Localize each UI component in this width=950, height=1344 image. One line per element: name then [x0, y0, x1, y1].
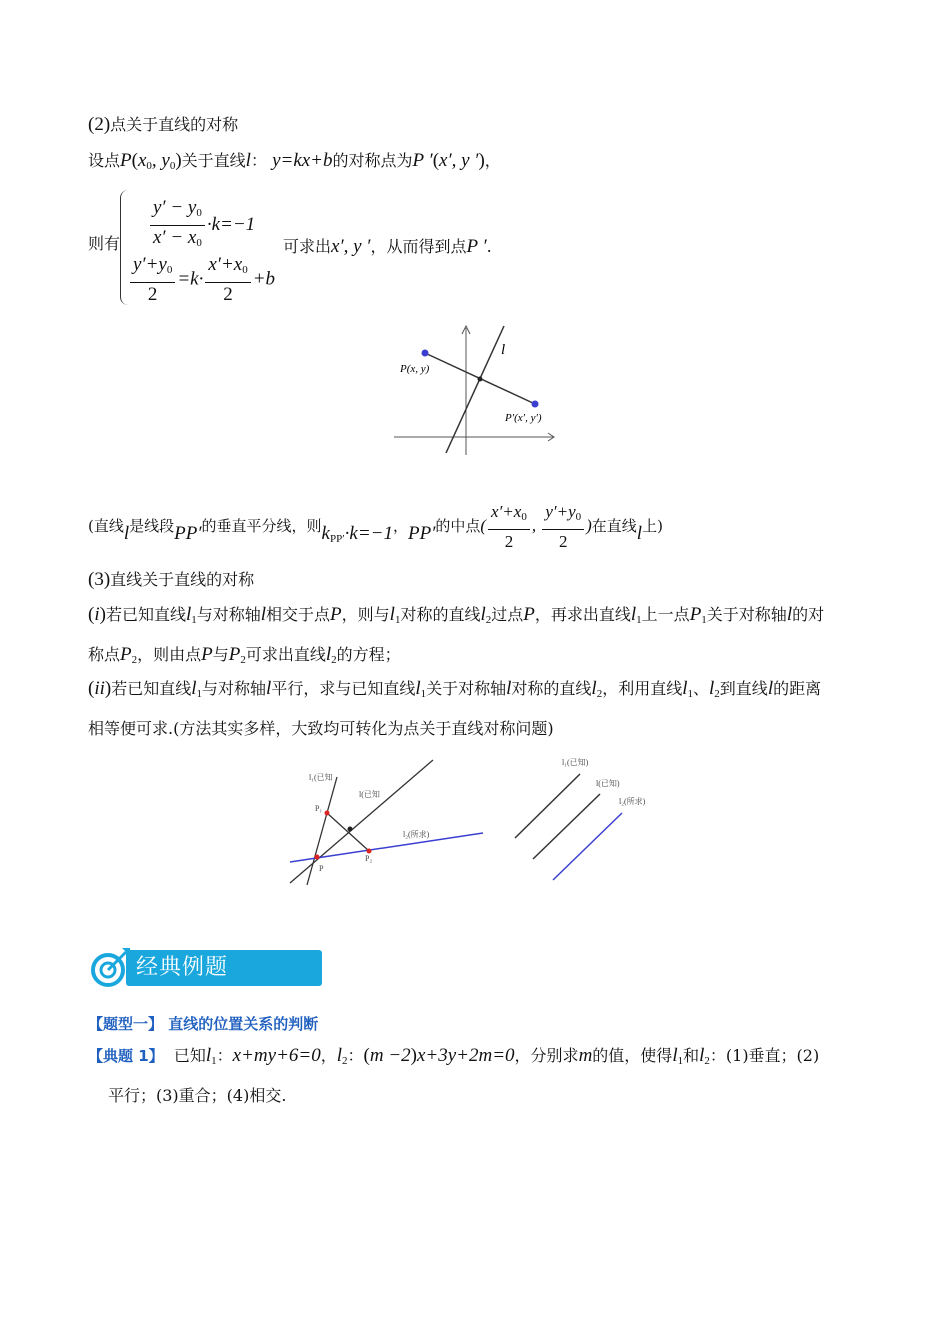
section3-heading-number: 3	[94, 569, 104, 590]
case-i-label: i	[94, 604, 100, 625]
section2-heading-text: 点关于直线的对称	[110, 115, 239, 134]
i-t9: 关于对称轴	[706, 605, 787, 624]
ii-t9: 的距离	[773, 679, 822, 698]
can-find-text: 可求出	[283, 237, 332, 256]
note-perp-bis: 的垂直平分线，则	[201, 516, 322, 535]
point-p	[315, 855, 320, 860]
intro-prefix: 设点	[88, 151, 121, 170]
note-pp-2: PP′	[407, 522, 436, 544]
intro-colon: ：	[250, 151, 267, 170]
eq2-tail: +b	[252, 268, 276, 290]
ex-t1: 已知	[173, 1046, 206, 1065]
case-ii-line-2: 相等便可求.(方法其实多样，大致均可转化为点关于直线对称问题)	[88, 719, 554, 738]
section2-intro: 设点$P(x_0$, $y_0$)关于直线l： y=kx+b的对称点为P ′(x′, y ′)，	[88, 150, 501, 172]
note-k: k	[321, 522, 330, 544]
i-t15: 的方程；	[336, 645, 401, 664]
end-dot: .	[486, 237, 492, 256]
ex-t5: ：(1)垂直；(2)	[709, 1046, 820, 1065]
note-pp: PP′	[174, 522, 202, 544]
foot-point	[348, 827, 353, 832]
eq2-mid: =k·	[177, 268, 204, 290]
label-l1: l₁(已知)	[562, 758, 589, 767]
line-l1	[515, 774, 580, 838]
intro-end: ，	[484, 151, 501, 170]
label-l2: l₂(所求)	[619, 797, 646, 806]
label-p-prime: P′(x′, y′)	[505, 412, 542, 424]
i-t10: 的对	[792, 605, 825, 624]
ex-t2: ，分别求	[514, 1046, 579, 1065]
label-p: P	[319, 864, 324, 873]
case-i-line-1: (i)若已知直线$l_1$与对称轴l相交于点P，则与$l_1$对称的直线$l_2$过点P，再求出直线$l_1$上一点$P_1$关于对称轴l的对	[88, 604, 825, 626]
section3-heading: (3)直线关于直线的对称	[88, 569, 255, 590]
i-t11: 称点	[88, 645, 121, 664]
example1-label: 【典题 1】	[88, 1047, 164, 1065]
note-mid-of: 的中点	[435, 516, 481, 535]
label-l: l(已知)	[596, 779, 620, 788]
point-p1	[325, 811, 330, 816]
eq2-den-2: 2	[223, 284, 233, 305]
system-equation-2: $\frac{y'+y_0}{2}$ =k· $\frac{x'+x_0}{2}$ +b	[128, 253, 275, 307]
ii-t3: 平行，求与已知直线	[271, 679, 416, 698]
ii-t2: 与对称轴	[202, 679, 267, 698]
intersecting-lines-figure	[285, 755, 490, 890]
can-find-line: 可求出x′, y ′，从而得到点P ′.	[283, 236, 492, 257]
ii-t8: 到直线	[719, 679, 768, 698]
i-t8: 上一点	[641, 605, 690, 624]
type-heading: 【题型一】 直线的位置关系的判断	[88, 1015, 319, 1033]
intro-line-label: l	[245, 150, 251, 171]
section3-heading-text: 直线关于直线的对称	[110, 570, 255, 589]
label-l: l	[501, 342, 506, 358]
ex-t4: 和	[683, 1046, 700, 1065]
note-is-seg: 是线段	[129, 516, 175, 535]
ex-t3: 的值，使得	[592, 1046, 673, 1065]
label-p1: P₁	[315, 804, 323, 813]
note-close: 上)	[642, 516, 663, 535]
note-den-2: 2	[558, 532, 568, 551]
case-ii-line-1: (ii)若已知直线$l_1$与对称轴l平行，求与已知直线$l_1$关于对称轴l对称的直线$l_2$，利用直线$l_1$、$l_2$到直线l的距离	[88, 678, 822, 700]
intro-suffix: 的对称点为	[332, 151, 413, 170]
i-t1: 若已知直线	[105, 605, 186, 624]
intro-equation: y=kx+b	[272, 150, 333, 171]
ex-sep: ，	[320, 1046, 337, 1065]
eq1-rhs: ·k=−1	[206, 213, 256, 235]
i-t3: 相交于点	[266, 605, 331, 624]
note-l-2: l	[636, 522, 643, 544]
label-l2: l₂(所求)	[403, 830, 430, 839]
midpoint	[478, 377, 483, 382]
note-k-sub: PP′	[329, 532, 345, 545]
ex-l2-eq: x+3y+2m=0	[416, 1045, 515, 1066]
i-t4: ，则与	[341, 605, 390, 624]
label-l: l(已知	[359, 790, 380, 799]
ii-t1: 若已知直线	[111, 679, 192, 698]
point-p-prime	[532, 401, 539, 408]
point-p2	[367, 849, 372, 854]
i-t14: 可求出直线	[245, 645, 326, 664]
label-p: P(x, y)	[400, 363, 430, 375]
from-which-text: ，从而得到点	[370, 237, 467, 256]
system-equation-1: $\frac{y' - y_0}{x' - x_0}$ ·k=−1	[148, 196, 255, 255]
point-p	[422, 350, 429, 357]
point-symmetry-figure	[388, 320, 558, 460]
eq2-den-1: 2	[147, 284, 158, 305]
ii-t5: 对称的直线	[511, 679, 592, 698]
ii-t6: ，利用直线	[602, 679, 683, 698]
badge-title: 经典例题	[126, 950, 322, 986]
then-have-label: 则有	[88, 234, 121, 253]
i-t5: 对称的直线	[400, 605, 481, 624]
note-k-rest: ·k=−1	[344, 522, 393, 544]
ii-t7: 、	[693, 679, 710, 698]
ex-l1-eq: x+my+6=0	[232, 1045, 321, 1066]
example1-line-1: 【典题 1】 已知$l_1$：x+my+6=0，$l_2$：(m −2)x+3y+2m=0，分别求m的值，使得$l_1$和$l_2$：(1)垂直；(2)	[88, 1045, 820, 1067]
example1-line-2: 平行；(3)重合；(4)相交.	[108, 1086, 287, 1105]
label-l1: l₁(已知	[309, 773, 333, 782]
note-comma: ，	[392, 516, 408, 535]
line-l	[533, 794, 600, 859]
case-i-line-2: 称点$P_2$，则由点P与$P_2$可求出直线$l_2$的方程；	[88, 644, 401, 666]
intro-mid: 关于直线	[181, 151, 246, 170]
line-l2	[553, 813, 622, 880]
note-l: l	[123, 522, 130, 544]
i-t13: 与	[212, 645, 229, 664]
i-t6: 过点	[491, 605, 524, 624]
parallel-lines-figure	[508, 752, 673, 884]
note-line: (直线l是线段PP′的垂直平分线，则$k_{PP'}\cdot k=-1$，PP′的中点( $\frac{x'+x_0}{2}$ , $\frac{y'+y_0}{2}$ )在直线l上)	[88, 500, 663, 554]
case-ii-label: ii	[94, 678, 105, 699]
section2-heading-number: 2	[94, 114, 104, 135]
note-den-1: 2	[504, 532, 514, 551]
label-p2: P₂	[365, 854, 373, 863]
note-open: (直线	[88, 516, 124, 535]
section2-heading: (2)点关于直线的对称	[88, 114, 239, 135]
line-l	[446, 326, 504, 453]
i-t12: ，则由点	[137, 645, 202, 664]
i-t2: 与对称轴	[196, 605, 261, 624]
ii-t4: 关于对称轴	[426, 679, 507, 698]
note-on-line: 在直线	[591, 516, 637, 535]
i-t7: ，再求出直线	[534, 605, 631, 624]
